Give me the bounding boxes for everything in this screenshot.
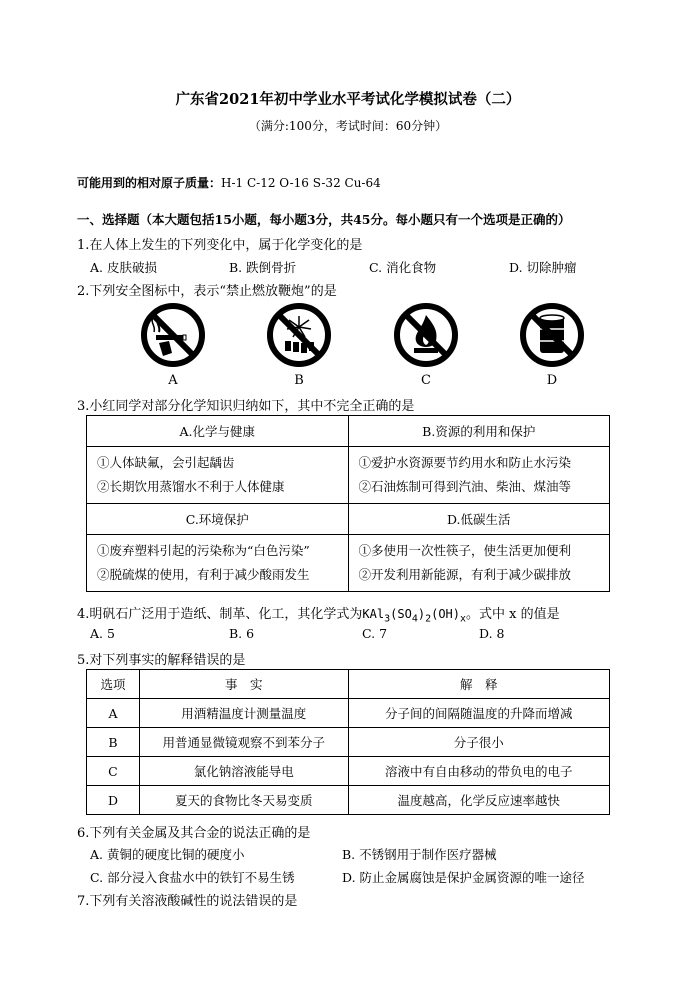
- question-3-table: [86, 415, 610, 592]
- question-7-stem: 7.下列有关溶液酸碱性的说法错误的是: [77, 894, 298, 909]
- question-1-option-b: B. 跌倒骨折: [229, 260, 297, 275]
- atomic-masses: [77, 174, 381, 191]
- question-3-cell-b-title: B.资源的利用和保护: [348, 416, 610, 447]
- question-1-option-c: C. 消化食物: [369, 260, 437, 275]
- question-2-stem: 2.下列安全图标中，表示“禁止燃放鞭炮”的是: [77, 284, 337, 299]
- question-3-cell-b-line-1: ①爱护水资源要节约用水和防止水污染: [358, 455, 572, 470]
- question-5-row-b-option: B: [87, 728, 140, 757]
- no-toxic-barrel-icon: [518, 301, 586, 369]
- question-5-row-b-fact: 用普通显微镜观察不到苯分子: [139, 728, 348, 757]
- question-3-cell-a-line-1: ①人体缺氟，会引起龋齿: [97, 455, 235, 470]
- question-3-cell-d-title: D.低碳生活: [348, 504, 610, 535]
- question-5-row-b-explanation: 分子很小: [348, 728, 609, 757]
- question-5-row-d-fact: 夏天的食物比冬天易变质: [139, 786, 348, 815]
- atomic-masses-label: 可能用到的相对原子质量：: [77, 176, 222, 190]
- question-3-cell-c-title: C.环境保护: [87, 504, 349, 535]
- question-3-cell-d-body: [348, 535, 610, 592]
- question-5-header-fact: 事 实: [139, 670, 348, 699]
- question-5-row-c-explanation: 溶液中有自由移动的带负电的电子: [348, 757, 609, 786]
- question-5-stem: 5.对下列事实的解释错误的是: [77, 653, 246, 668]
- question-5-row-d-option: D: [87, 786, 140, 815]
- question-1-option-d: D. 切除肿瘤: [509, 260, 577, 275]
- question-4-stem-text: 4.明矾石广泛用于造纸、制革、化工，其化学式为: [77, 607, 363, 622]
- question-5-header-option: 选项: [87, 670, 140, 699]
- page-title: 广东省2021年初中学业水平考试化学模拟试卷（二）: [175, 91, 521, 108]
- atomic-masses-values: H-1 C-12 O-16 S-32 Cu-64: [221, 176, 381, 190]
- question-6-option-a: A. 黄铜的硬度比铜的硬度小: [90, 847, 245, 862]
- question-3-cell-d-line-1: ①多使用一次性筷子，使生活更加便利: [358, 543, 572, 558]
- question-6-option-d: D. 防止金属腐蚀是保护金属资源的唯一途径: [342, 870, 585, 885]
- question-2-label-c: C: [421, 373, 431, 388]
- question-3-cell-b-body: [348, 447, 610, 504]
- question-3-cell-c-body: [87, 535, 349, 592]
- question-3-cell-a-body: [87, 447, 349, 504]
- table-row: [87, 728, 610, 757]
- no-open-flame-icon: [392, 301, 460, 369]
- question-5-row-c-fact: 氯化钠溶液能导电: [139, 757, 348, 786]
- question-6-stem: 6.下列有关金属及其合金的说法正确的是: [77, 826, 311, 841]
- question-3-cell-a-title: A.化学与健康: [87, 416, 349, 447]
- question-4-option-c: C. 7: [362, 626, 388, 641]
- question-1-option-a: A. 皮肤破损: [90, 260, 157, 275]
- no-smoking-icon: [139, 301, 207, 369]
- question-4-stem-tail: 。式中 x 的值是: [466, 607, 560, 622]
- question-3-cell-c-line-1: ①废弃塑料引起的污染称为“白色污染”: [97, 543, 310, 558]
- table-row: [87, 699, 610, 728]
- question-5-row-a-option: A: [87, 699, 140, 728]
- question-3-stem: 3.小红同学对部分化学知识归纳如下，其中不完全正确的是: [77, 399, 415, 414]
- question-2-label-a: A: [168, 373, 178, 388]
- question-2-label-d: D: [546, 373, 558, 388]
- question-6-option-b: B. 不锈钢用于制作医疗器械: [342, 847, 497, 862]
- question-5-table: [86, 669, 610, 815]
- question-4-option-d: D. 8: [479, 626, 505, 641]
- question-1-stem: 1.在人体上发生的下列变化中，属于化学变化的是: [77, 238, 363, 253]
- table-row: [87, 786, 610, 815]
- table-row: [87, 757, 610, 786]
- question-5-header-explanation: 解 释: [348, 670, 609, 699]
- question-3-cell-c-line-2: ②脱硫煤的使用，有利于减少酸雨发生: [97, 567, 310, 582]
- question-4-option-a: A. 5: [90, 626, 115, 641]
- question-6-option-c: C. 部分浸入食盐水中的铁钉不易生锈: [90, 870, 295, 885]
- no-fireworks-icon: [265, 301, 333, 369]
- question-3-cell-d-line-2: ②开发利用新能源，有利于减少碳排放: [358, 567, 572, 582]
- question-5-row-d-explanation: 温度越高，化学反应速率越快: [348, 786, 609, 815]
- chemical-formula: $KAl_3(SO_4)_2(OH)_x$: [362, 607, 467, 625]
- page-subtitle: （满分:100分，考试时间：60分钟）: [248, 119, 448, 133]
- question-2-label-b: B: [294, 373, 304, 388]
- question-5-row-a-fact: 用酒精温度计测量温度: [139, 699, 348, 728]
- question-4-stem: [77, 603, 560, 624]
- question-3-cell-a-line-2: ②长期饮用蒸馏水不利于人体健康: [97, 479, 285, 494]
- question-3-cell-b-line-2: ②石油炼制可得到汽油、柴油、煤油等: [358, 479, 572, 494]
- question-5-row-c-option: C: [87, 757, 140, 786]
- section-heading: 一、选择题（本大题包括15小题，每小题3分，共45分。每小题只有一个选项是正确的）: [77, 212, 571, 227]
- question-5-row-a-explanation: 分子间的间隔随温度的升降而增减: [348, 699, 609, 728]
- question-4-option-b: B. 6: [229, 626, 255, 641]
